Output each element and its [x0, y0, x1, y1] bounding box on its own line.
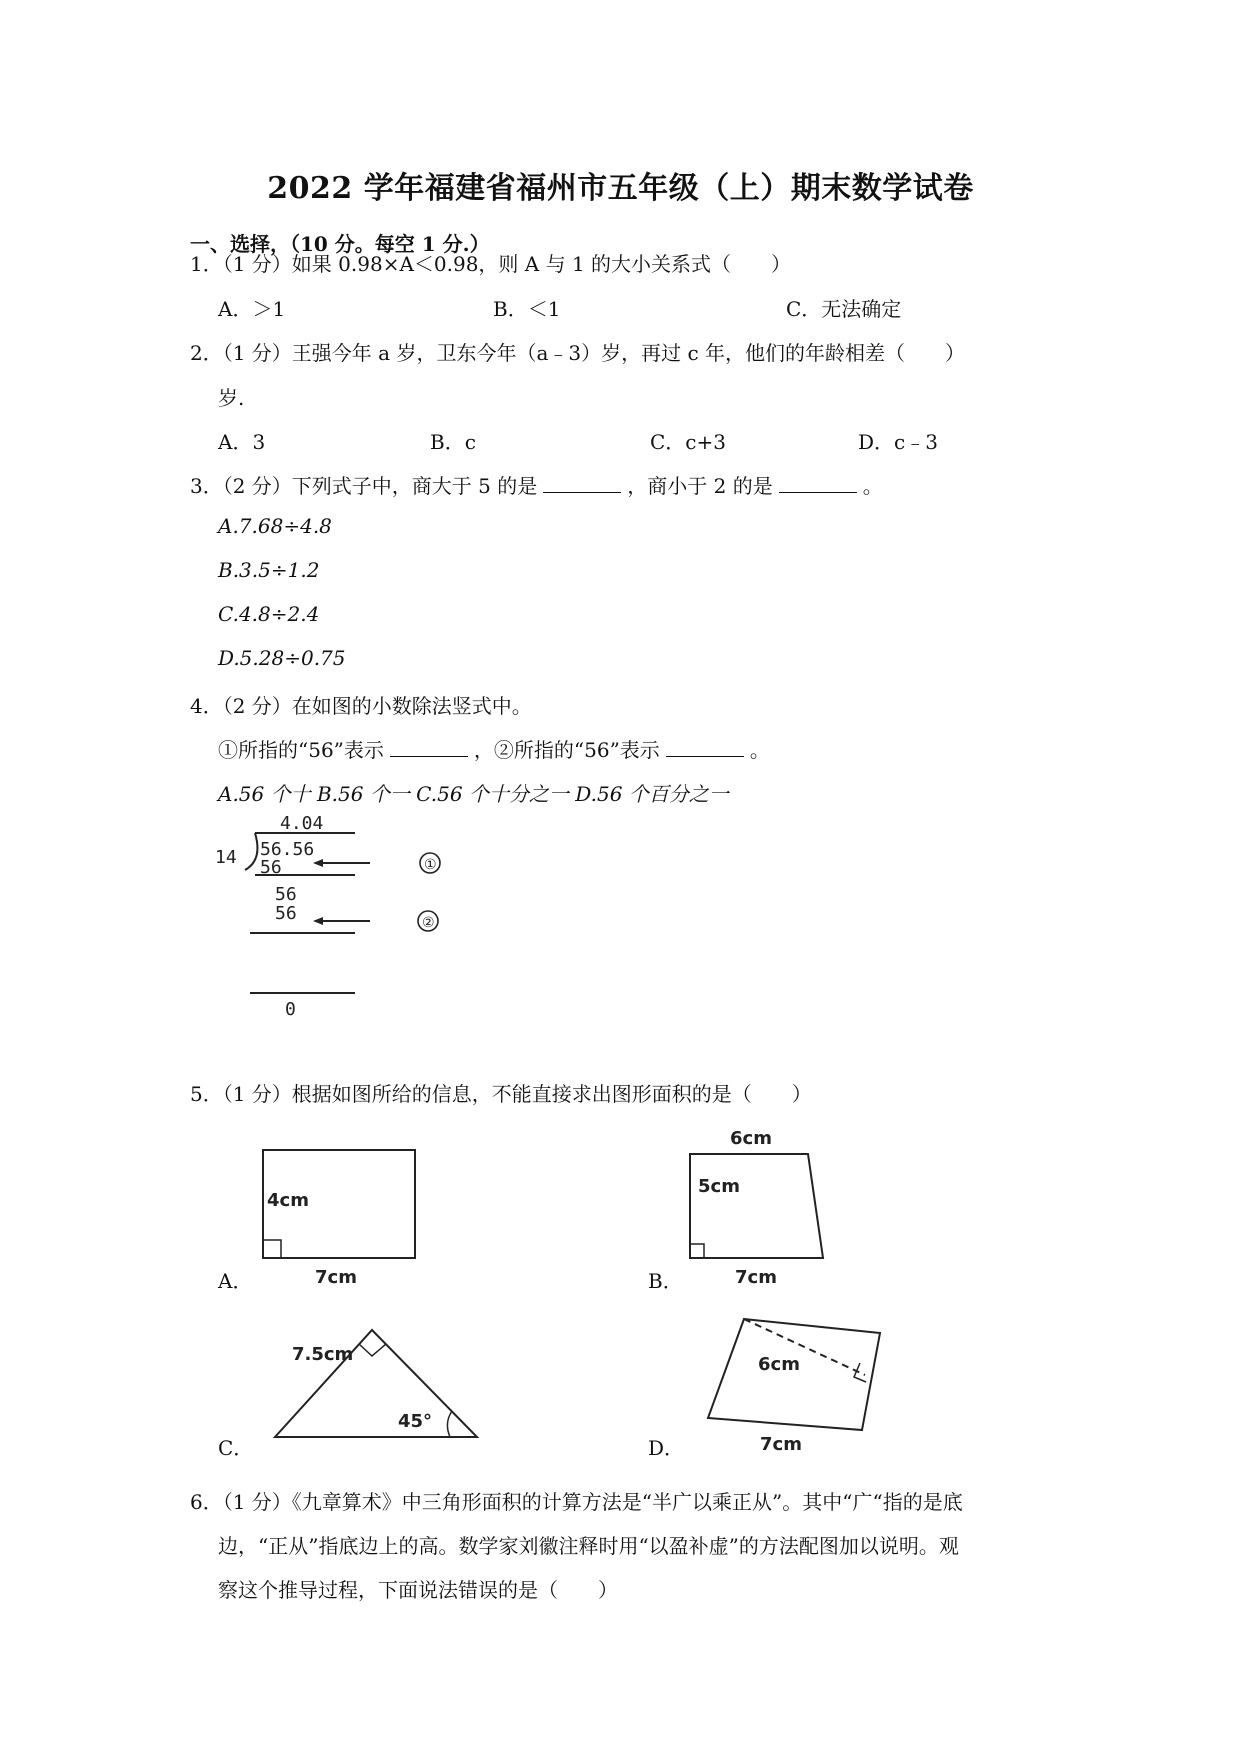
page-title: 2022 学年福建省福州市五年级（上）期末数学试卷: [267, 171, 974, 206]
question-3-stem-part-a: 3．（2 分）下列式子中，商大于 5 的是: [190, 474, 538, 498]
question-2-option-b[interactable]: B．c: [430, 430, 476, 454]
question-6-line-2: 边，“正从”指底边上的高。数学家刘徽注释时用“以盈补虚”的方法配图加以说明。观: [218, 1534, 959, 1558]
question-3-option-c: C.4.8÷2.4: [218, 602, 320, 626]
figure-b-trapezoid: [680, 1120, 840, 1290]
question-2-stem-continued: 岁.: [218, 386, 245, 410]
question-2-option-c[interactable]: C．c+3: [650, 430, 726, 454]
long-division-figure: [215, 815, 455, 1050]
question-3-stem-part-c: 。: [862, 474, 883, 498]
division-remainder: 0: [285, 999, 296, 1020]
question-4-stem: 4．（2 分）在如图的小数除法竖式中。: [190, 694, 532, 718]
question-2-stem: 2．（1 分）王强今年 a 岁，卫东今年（a﹣3）岁，再过 c 年，他们的年龄相差（ ）: [190, 341, 966, 365]
answer-blank-3[interactable]: [390, 738, 468, 757]
question-1-option-c[interactable]: C．无法确定: [786, 297, 902, 321]
question-4-subquestion: [218, 734, 770, 763]
figure-a-base-label: 7cm: [315, 1267, 357, 1288]
division-dividend: 56.56: [260, 839, 315, 860]
marker-2-label: ②: [422, 915, 435, 931]
section-heading: 一、选择，（10 分。每空 1 分.）: [190, 232, 490, 256]
figure-c-leg-label: 7.5cm: [292, 1344, 354, 1365]
answer-blank-1[interactable]: [543, 474, 621, 493]
question-1-stem: 1．（1 分）如果 0.98×A＜0.98，则 A 与 1 的大小关系式（ ）: [190, 252, 792, 276]
question-3-option-a: A.7.68÷4.8: [218, 514, 332, 538]
question-5-option-a[interactable]: A．: [218, 1269, 253, 1293]
question-2-option-a[interactable]: A．3: [218, 430, 266, 454]
division-divisor: 14: [215, 847, 237, 868]
question-6-line-3: 察这个推导过程，下面说法错误的是（ ）: [218, 1578, 618, 1602]
question-2-option-d[interactable]: D．c﹣3: [858, 430, 938, 454]
question-4-sub-part-a: ①所指的“56”表示: [218, 738, 384, 762]
figure-d-height-label: 6cm: [758, 1354, 800, 1375]
question-3-option-d: D.5.28÷0.75: [218, 646, 346, 670]
division-product-2: 56: [275, 903, 297, 924]
question-5-option-d[interactable]: D．: [648, 1436, 685, 1460]
figure-a-side-label: 4cm: [267, 1190, 309, 1211]
question-1-option-a[interactable]: A．＞1: [218, 297, 286, 321]
figure-b-height-label: 5cm: [698, 1176, 740, 1197]
figure-b-top-label: 6cm: [730, 1128, 772, 1149]
question-6-line-1: 6．（1 分）《九章算术》中三角形面积的计算方法是“半广以乘正从”。其中“广“指的是底: [190, 1490, 963, 1514]
division-product-1: 56: [260, 857, 282, 878]
question-5-option-b[interactable]: B．: [648, 1269, 683, 1293]
figure-c-triangle: [270, 1325, 485, 1445]
division-quotient: 4.04: [280, 815, 324, 834]
figure-d-parallelogram: [700, 1315, 890, 1455]
question-4-options: A.56 个十 B.56 个一 C.56 个十分之一 D.56 个百分之一: [218, 782, 729, 806]
answer-blank-2[interactable]: [779, 474, 857, 493]
figure-d-base-label: 7cm: [760, 1434, 802, 1455]
answer-blank-4[interactable]: [666, 738, 744, 757]
question-4-sub-part-b: ，②所指的“56”表示: [473, 738, 660, 762]
question-5-option-c[interactable]: C．: [218, 1436, 254, 1460]
question-5-stem: 5．（1 分）根据如图所给的信息，不能直接求出图形面积的是（ ）: [190, 1082, 812, 1106]
division-partial-dividend: 56: [275, 884, 297, 905]
question-4-sub-part-c: 。: [749, 738, 770, 762]
question-3-option-b: B.3.5÷1.2: [218, 558, 320, 582]
question-3-stem-part-b: ，商小于 2 的是: [627, 474, 773, 498]
marker-1-label: ①: [424, 857, 437, 873]
question-3-stem: [190, 470, 883, 499]
figure-b-base-label: 7cm: [735, 1267, 777, 1288]
figure-c-angle-label: 45°: [398, 1411, 433, 1432]
figure-a-rectangle: [255, 1148, 425, 1288]
question-1-option-b[interactable]: B．＜1: [493, 297, 561, 321]
